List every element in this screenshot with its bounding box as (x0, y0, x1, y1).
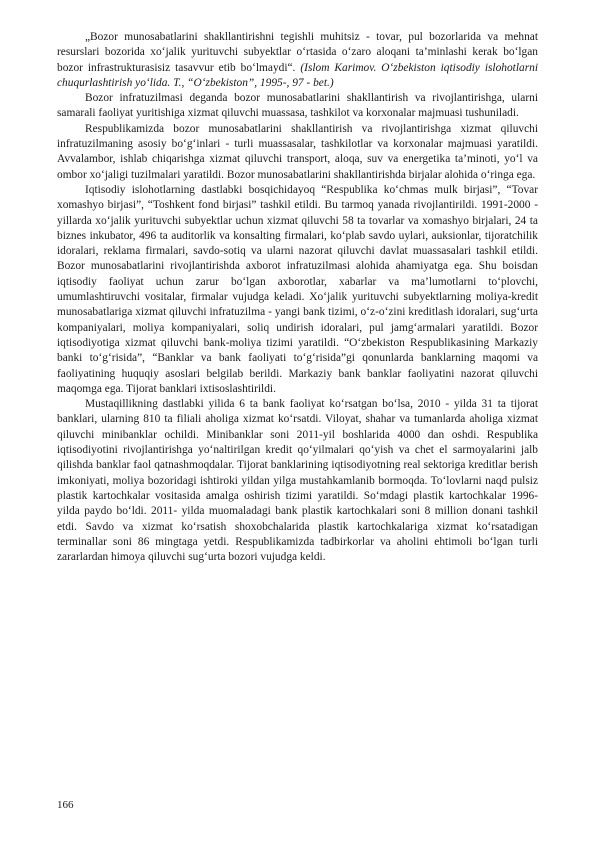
paragraph-3: Respublikamizda bozor munosabatlarini shakllantirish va rivojlantirishga xizmat qiluvchi infratuzilmaning asosiy bo‘g‘inlari - turli muassasalar, tashkilotlar va korxonalar majmuasi yaratildi. Avvalambor, ishlab chiqarishga xizmat qiluvchi transport, aloqa, suv va energetika ta’minoti, yo‘l va ombor xo‘jaligi tuzilmalari yaratildi. Bozor munosabatlarini shakllantirishda birjalar alohida o‘ringa ega. (57, 122, 538, 181)
page-body (57, 30, 538, 565)
page-number: 166 (57, 799, 74, 811)
quote-text: „Bozor munosabatlarini shakllantirishni tegishli muhitsiz - tovar, pul bozorlarida va mehnat resurslari bozorida xo‘jalik yurituvchi subyektlar o‘rtasida o‘zaro aloqani ta’minlashi kerak bo‘lgan bozor infrastrukturasisiz tasavvur etib bo‘lmaydi“. (57, 31, 538, 74)
quote-citation: (Islom Karimov. O‘zbekiston iqtisodiy islohotlarni chuqurlashtirish yo‘lida. T., “O‘zbekiston”, 1995-, 97 - bet.) (57, 61, 538, 89)
paragraph-4: Iqtisodiy islohotlarning dastlabki bosqichidayoq “Respublika ko‘chmas mulk birjasi”, “Tovar xomashyo birjasi”, “Toshkent fond birjasi” tashkil etildi. Bu tarmoq yanada rivojlantirildi. 1991-2000 - yillarda xo‘jalik yurituvchi subyektlar uchun xizmat qiluvchi 58 ta tovarlar va xomashyo birjalari, 24 ta biznes inkubator, 496 ta auditorlik va konsalting firmalari, ko‘plab savdo uylari, auksionlar, tijoratchilik idoralari, reklama firmalari, savdo-sotiq va ularni nazorat qiluvchi davlat muassasalari tashkil etildi. Bozor munosabatlarini rivojlantirishda axborot infratuzilmasi alohida ahamiyatga ega. Shu boisdan iqtisodiy faoliyat uchun zarur bo‘lgan axborotlar, xabarlar va ma’lumotlarni to‘plovchi, umumlashtiruvchi vositalar, firmalar vujudga keladi. Xo‘jalik yurituvchi subyektlarning moliya-kredit munosabatlariga xizmat qiluvchi infratuzilma - yangi bank tizimi, o‘z-o‘zini kreditlash idoralari, sug‘urta kompaniyalari, moliya kompaniyalari, soliq undirish idoralari, pul jamg‘armalari yaratildi. Bozor iqtisodiyotiga xizmat qiluvchi bank-moliya tizimi yaratildi. “O‘zbekiston Respublikasining Markaziy banki to‘g‘risida”, “Banklar va bank faoliyati to‘g‘risida”gi qonunlarda banklarning maqomi va faoliyatining huquqiy asoslari belgilab berildi. Markaziy bank banklar faoliyatini nazorat qiluvchi maqomga ega. Tijorat banklari ixtisoslashtirildi. (57, 183, 538, 395)
paragraph-2: Bozor infratuzilmasi deganda bozor munosabatlarini shakllantirish va rivojlantirishga, ularni samarali faoliyat yuritishiga xizmat qiluvchi muassasa, tashkilot va korxonalar majmuasi tushuniladi. (57, 92, 538, 120)
paragraph-5: Mustaqillikning dastlabki yilida 6 ta bank faoliyat ko‘rsatgan bo‘lsa, 2010 - yilda 31 ta tijorat banklari, ularning 810 ta filiali aholiga xizmat ko‘rsatdi. Viloyat, shahar va tumanlarda aholiga xizmat qiluvchi minibanklar ochildi. Minibanklar soni 2011-yil boshlarida 4000 dan oshdi. Respublika iqtisodiyotini rivojlantirishga yo‘naltirilgan kredit qo‘yilmalari qo‘yish va chet el sarmoyalarini jalb qilishda banklar faol qatnashmoqdalar. Tijorat banklarining iqtisodiyotning real sektoriga kreditlar berish imkoniyati, moliya bozoridagi ishtiroki yildan yilga mustahkamlanib bormoqda. To‘lovlarni naqd pulsiz plastik kartochkalar vositasida amalga oshirish tizimi yaratildi. So‘mdagi plastik kartochkalar 1996- yilda paydo bo‘ldi. 2011- yilda muomaladagi bank plastik kartochkalari soni 8 million donani tashkil etdi. Savdo va xizmat ko‘rsatish shoxobchalarida plastik kartochkalariga xizmat ko‘rsatadigan terminallar soni 86 mingtaga yetdi. Respublikamizda tadbirkorlar va aholini ehtimoli bo‘lgan turli zararlardan himoya qiluvchi sug‘urta bozori vujudga keldi. (57, 398, 538, 564)
paragraph-1 (57, 30, 538, 91)
